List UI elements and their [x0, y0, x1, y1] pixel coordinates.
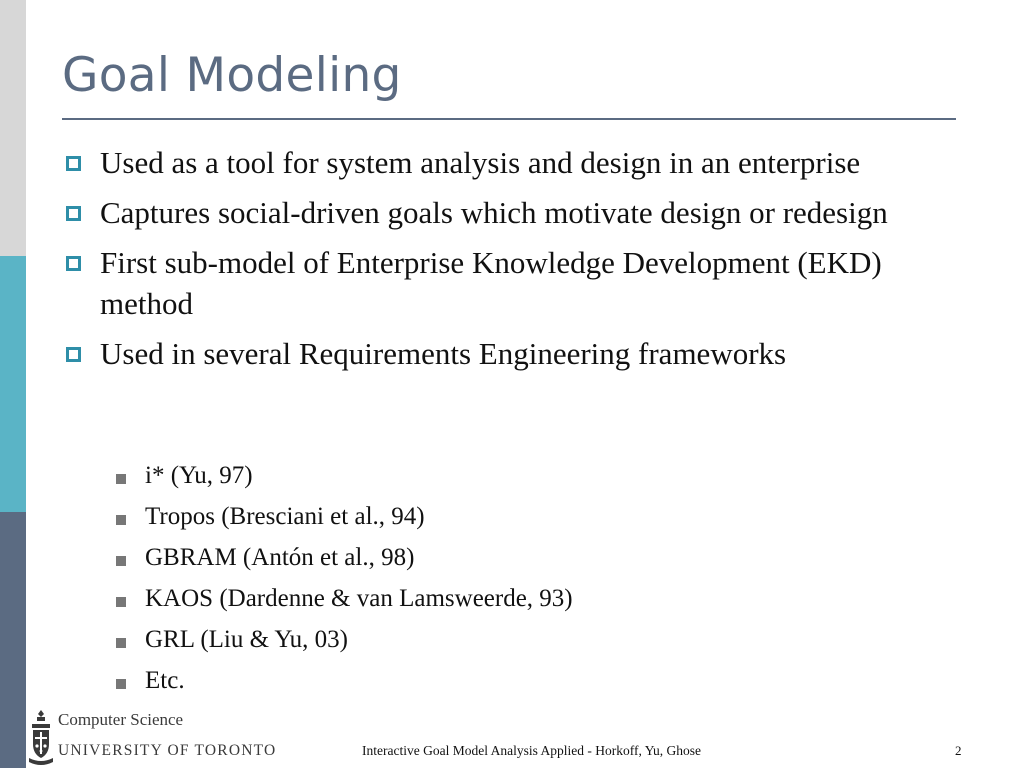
logo-university-text: UNIVERSITY OF TORONTO: [58, 742, 277, 759]
sidebar-decoration: [0, 0, 26, 768]
university-logo: [28, 708, 278, 766]
square-bullet-icon: [66, 156, 81, 171]
sidebar-segment-bottom: [0, 512, 26, 768]
page-number: 2: [955, 743, 962, 758]
bullet-item: [62, 333, 942, 374]
slide-title: Goal Modeling: [62, 48, 402, 103]
small-square-bullet-icon: [116, 597, 126, 607]
sub-bullet-list: [100, 461, 573, 707]
small-square-bullet-icon: [116, 679, 126, 689]
footer-text: Interactive Goal Model Analysis Applied - Horkoff, Yu, Ghose: [362, 743, 701, 758]
small-square-bullet-icon: [116, 556, 126, 566]
sub-bullet-item: [100, 625, 573, 666]
sub-bullet-item: [100, 543, 573, 584]
small-square-bullet-icon: [116, 474, 126, 484]
bullet-item: [62, 142, 942, 183]
sub-bullet-item: [100, 502, 573, 543]
bullet-text: First sub-model of Enterprise Knowledge Development (EKD) method: [100, 245, 882, 321]
sub-bullet-text: GRL (Liu & Yu, 03): [145, 626, 348, 653]
sub-bullet-text: Etc.: [145, 667, 185, 694]
bullet-text: Used as a tool for system analysis and design in an enterprise: [100, 145, 861, 180]
bullet-text: Used in several Requirements Engineering frameworks: [100, 336, 787, 371]
square-bullet-icon: [66, 347, 81, 362]
bullet-item: [62, 192, 942, 233]
sub-bullet-text: GBRAM (Antón et al., 98): [145, 544, 415, 571]
sub-bullet-item: [100, 584, 573, 625]
small-square-bullet-icon: [116, 638, 126, 648]
square-bullet-icon: [66, 256, 81, 271]
sub-bullet-item: [100, 666, 573, 707]
square-bullet-icon: [66, 206, 81, 221]
sub-bullet-text: i* (Yu, 97): [145, 462, 253, 489]
title-underline: [62, 118, 956, 120]
logo-department-text: Computer Science: [58, 710, 184, 729]
bullet-text: Captures social-driven goals which motivate design or redesign: [100, 195, 888, 230]
university-crest-icon: [28, 708, 54, 766]
small-square-bullet-icon: [116, 515, 126, 525]
bullet-item: [62, 242, 942, 324]
sub-bullet-text: Tropos (Bresciani et al., 94): [145, 503, 425, 530]
bullet-list: [62, 142, 942, 376]
sidebar-segment-middle: [0, 256, 26, 512]
sidebar-segment-top: [0, 0, 26, 256]
sub-bullet-item: [100, 461, 573, 502]
sub-bullet-text: KAOS (Dardenne & van Lamsweerde, 93): [145, 585, 573, 612]
